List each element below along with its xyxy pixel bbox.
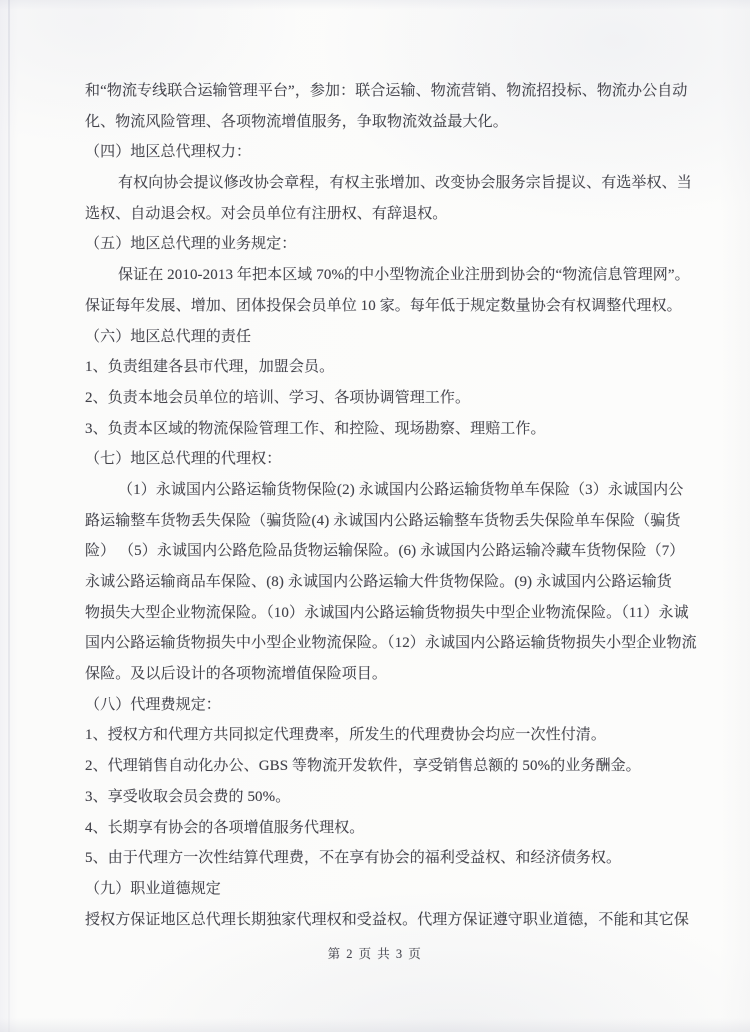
document-line: 险） （5）永诚国内公路危险品货物运输保险。(6) 永诚国内公路运输冷藏车货物保险（7） — [85, 543, 685, 560]
document-line: 永诚公路运输商品车保险、(8) 永诚国内公路运输大件货物保险。(9) 永诚国内公路运输货 — [85, 574, 672, 590]
scan-top-edge-shadow — [0, 0, 750, 10]
document-line: （八）代理费规定： — [85, 696, 221, 713]
document-line: （四）地区总代理权力： — [85, 144, 252, 161]
document-line: 有权向协会提议修改协会章程，有权主张增加、改变协会服务宗旨提议、有选举权、当 — [118, 175, 692, 192]
document-line: 4、长期享有协会的各项增值服务代理权。 — [85, 819, 365, 836]
document-line: （1）永诚国内公路运输货物保险(2) 永诚国内公路运输货物单车保险（3）永诚国内公 — [118, 481, 684, 498]
document-line: 授权方保证地区总代理长期独家代理权和受益权。代理方保证遵守职业道德，不能和其它保 — [85, 911, 690, 928]
document-line: 保证在 2010-2013 年把本区域 70%的中小型物流企业注册到协会的“物流信息管理网”。 — [118, 267, 690, 284]
document-line: 化、物流风险管理、各项物流增值服务，争取物流效益最大化。 — [85, 113, 508, 130]
document-line: 保证每年发展、增加、团体投保会员单位 10 家。每年低于规定数量协会有权调整代理权。 — [85, 297, 682, 314]
document-line: （七）地区总代理的代理权： — [85, 451, 282, 468]
document-line: 物损失大型企业物流保险。（10）永诚国内公路运输货物损失中型企业物流保险。（11）永诚 — [85, 604, 689, 621]
scan-bottom-edge-shadow — [0, 1018, 750, 1032]
document-line: 5、由于代理方一次性结算代理费，不在享有协会的福利受益权、和经济债务权。 — [85, 850, 622, 867]
document-line: （九）职业道德规定 — [85, 880, 221, 897]
document-text-block — [85, 76, 715, 935]
document-line: 2、负责本地会员单位的培训、学习、各项协调管理工作。 — [85, 389, 471, 406]
page-number-footer: 第 2 页 共 3 页 — [327, 947, 423, 961]
document-line: 路运输整车货物丢失保险（骗货险(4) 永诚国内公路运输整车货物丢失保险单车保险（骗货 — [85, 512, 681, 529]
document-line: （五）地区总代理的业务规定： — [85, 236, 297, 253]
document-line: 选权、自动退会权。对会员单位有注册权、有辞退权。 — [85, 205, 448, 222]
document-line: 1、负责组建各县市代理，加盟会员。 — [85, 359, 335, 376]
document-line: 3、享受收取会员会费的 50%。 — [85, 788, 291, 805]
document-line: 保险。及以后设计的各项物流增值保险项目。 — [85, 666, 388, 683]
document-line: 1、授权方和代理方共同拟定代理费率，所发生的代理费协会均应一次性付清。 — [85, 727, 607, 744]
document-line: （六）地区总代理的责任 — [85, 328, 252, 345]
document-line: 2、代理销售自动化办公、GBS 等物流开发软件，享受销售总额的 50%的业务酬金。 — [85, 758, 641, 775]
document-line: 3、负责本区域的物流保险管理工作、和控险、现场勘察、理赔工作。 — [85, 420, 546, 437]
document-line: 和“物流专线联合运输管理平台”，参加：联合运输、物流营销、物流招投标、物流办公自动 — [85, 83, 688, 99]
document-line: 国内公路运输货物损失中小型企业物流保险。（12）永诚国内公路运输货物损失小型企业物流 — [85, 635, 697, 652]
scan-fold-line-artifact — [8, 0, 10, 1032]
